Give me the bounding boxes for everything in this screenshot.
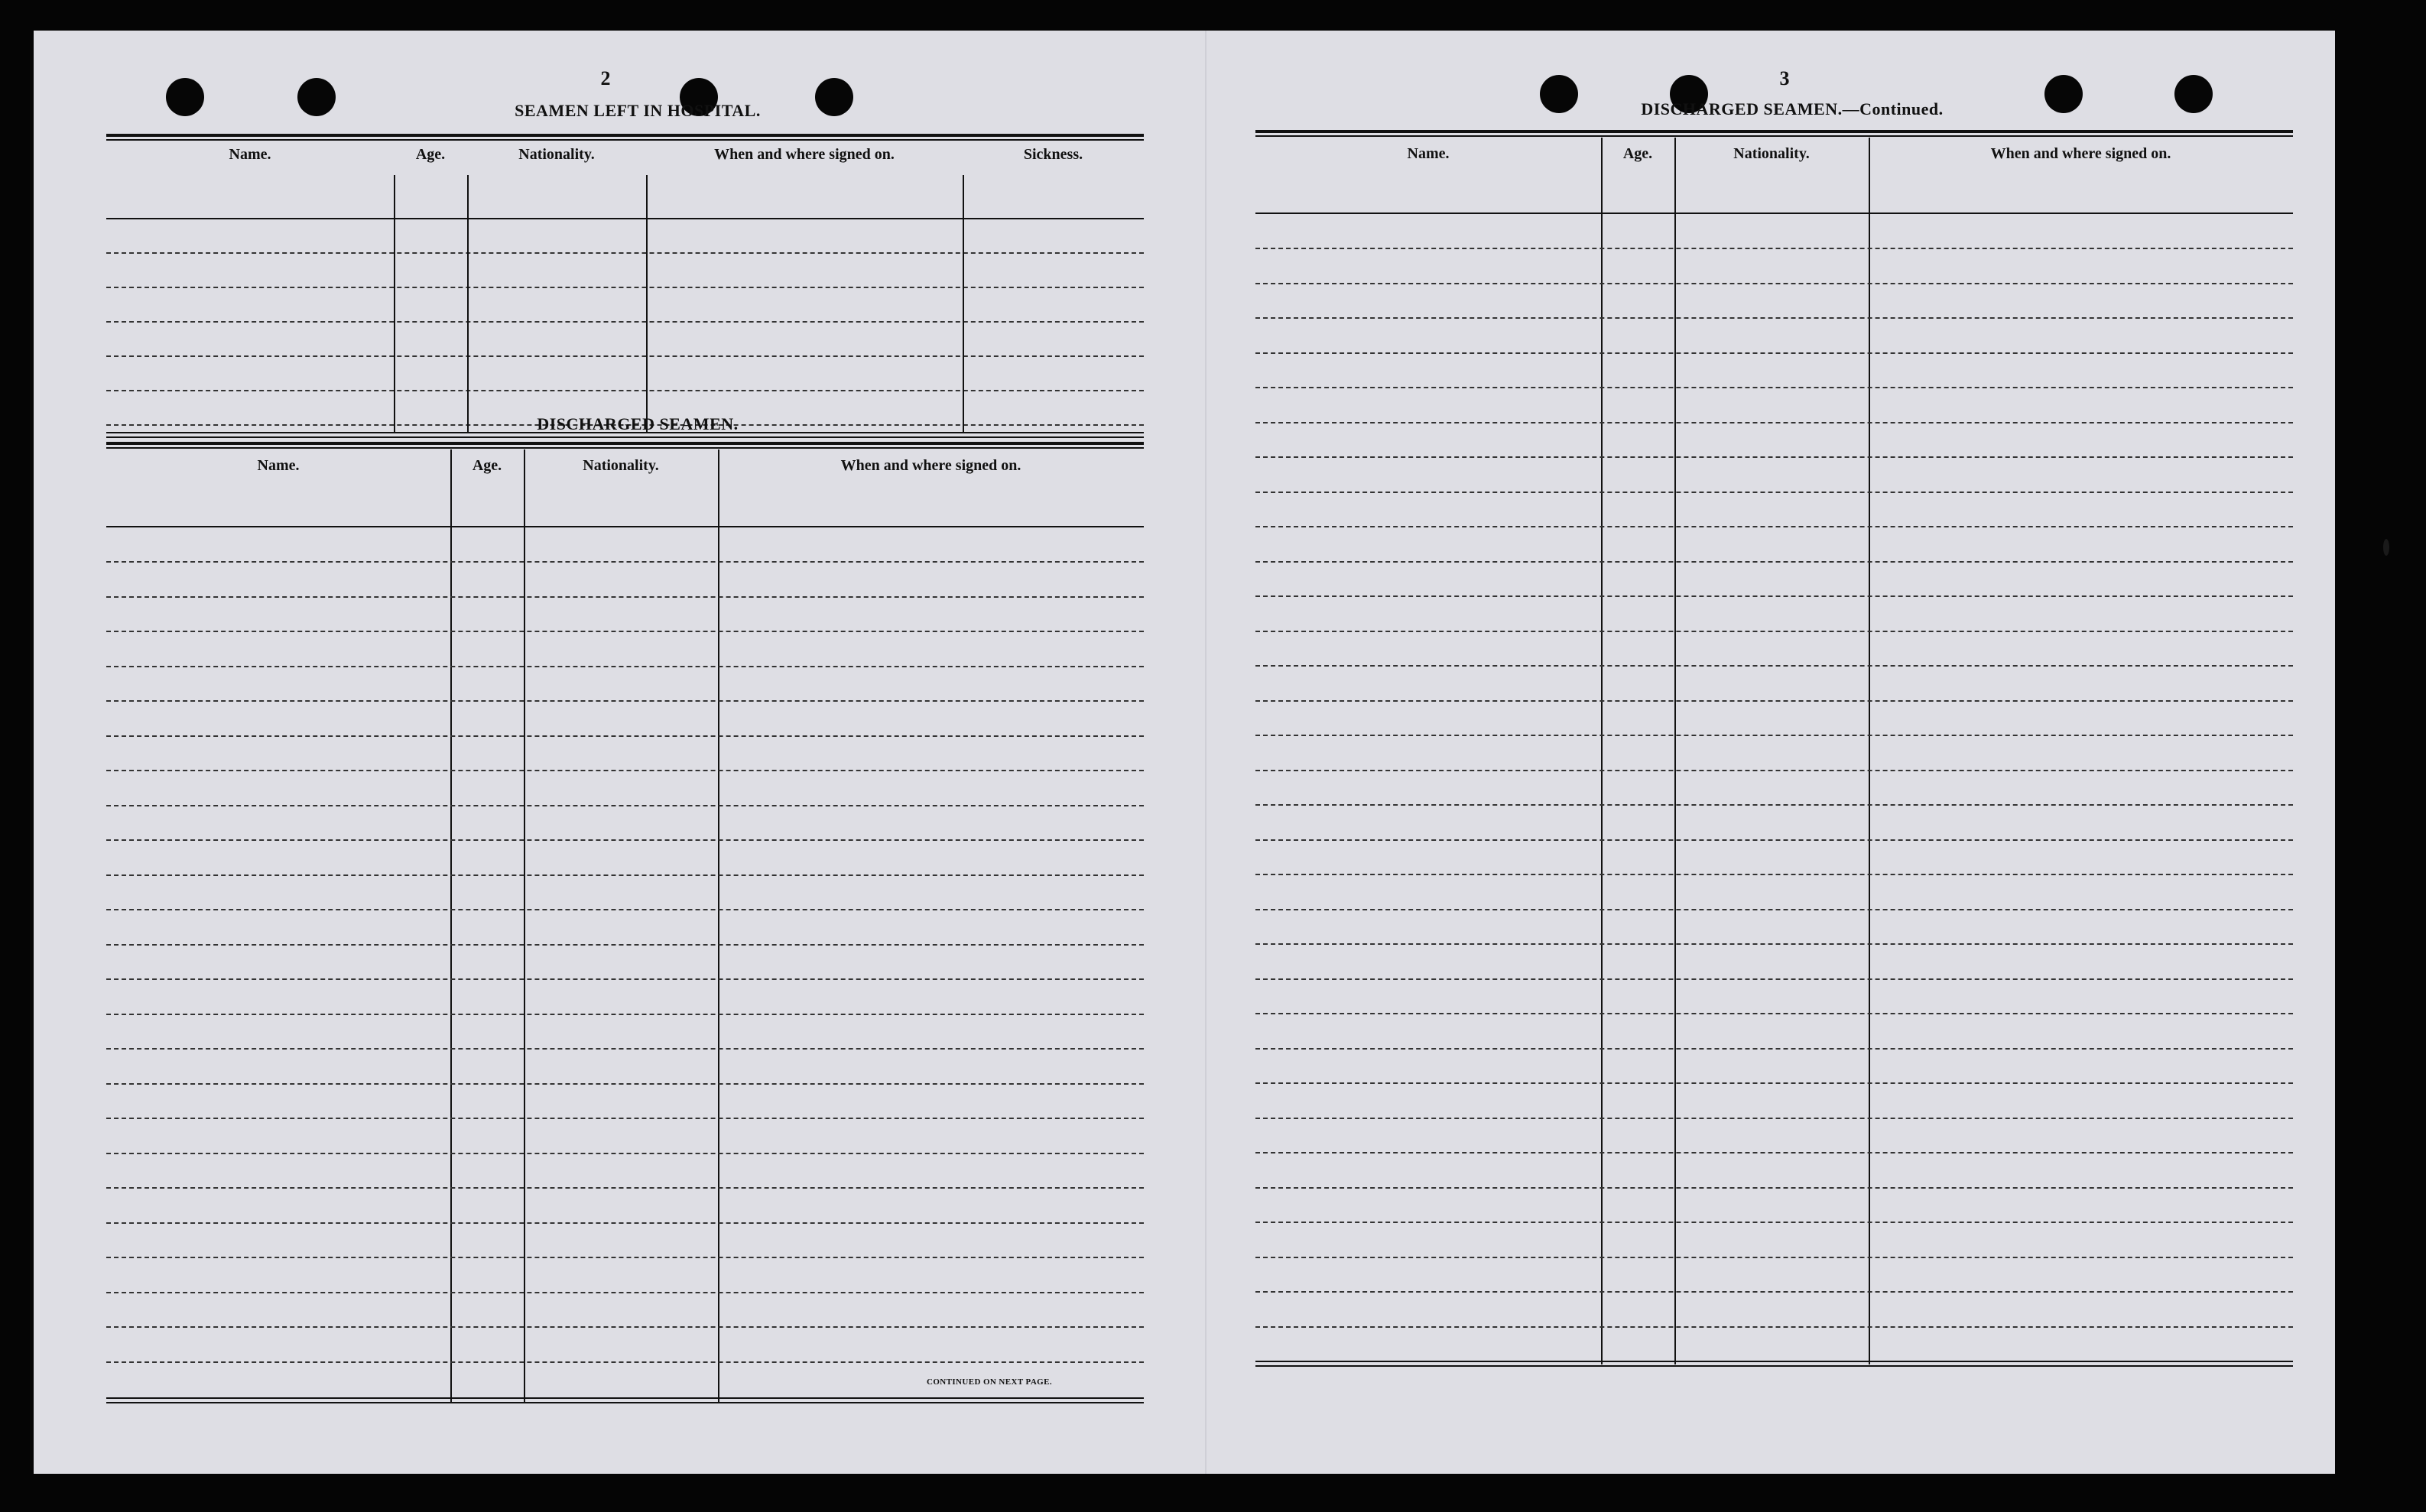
col-header-sickness: Sickness. [1023,146,1083,163]
table-top-rule [1255,130,2293,133]
entry-row-line [1255,1118,2293,1119]
punch-hole [166,78,204,116]
entry-row-line [1255,1291,2293,1293]
entry-row-line [106,287,1144,288]
entry-row-line [1255,1048,2293,1050]
entry-row-line [106,770,1144,771]
discharged-continued-title: DISCHARGED SEAMEN.—Continued. [1641,99,1944,118]
entry-row-line [106,1014,1144,1015]
entry-row-line [1255,909,2293,910]
col-header-signed-on: When and where signed on. [840,457,1021,474]
hospital-section-title: SEAMEN LEFT IN HOSPITAL. [515,101,761,120]
column-divider [718,449,719,1403]
entry-row-line [1255,561,2293,563]
page-fold [1205,31,1207,1474]
entry-row-line [106,805,1144,806]
entry-row-line [106,561,1144,563]
table-bottom-rule [1255,1361,2293,1362]
col-header-name: Name. [229,146,271,163]
table-bottom-rule [106,436,1144,438]
col-header-age: Age. [472,457,502,474]
entry-row-line [1255,770,2293,771]
table-top-rule [1255,135,2293,137]
entry-row-line [106,978,1144,980]
entry-row-line [106,1118,1144,1119]
entry-row-line [106,1083,1144,1085]
entry-row-line [106,1187,1144,1189]
col-header-nationality: Nationality. [1733,145,1810,162]
entry-row-line [106,1257,1144,1258]
entry-row-line [106,700,1144,702]
entry-row-line [1255,1013,2293,1014]
entry-row-line [106,1292,1144,1293]
entry-row-line [1255,1152,2293,1153]
entry-row-line [106,1153,1144,1154]
table-top-rule [106,139,1144,141]
entry-row-line [106,390,1144,391]
header-underline [106,526,1144,527]
continued-note: CONTINUED ON NEXT PAGE. [926,1377,1053,1387]
entry-row-line [1255,735,2293,736]
col-header-signed-on: When and where signed on. [1990,145,2171,162]
col-header-nationality: Nationality. [518,146,595,163]
entry-row-line [106,596,1144,598]
punch-hole [2044,75,2083,113]
entry-row-line [106,944,1144,946]
discharged-table [106,442,1144,1416]
page-number-left: 2 [600,67,611,89]
entry-row-line [1255,839,2293,841]
column-divider [524,449,525,1403]
column-divider [1601,138,1603,1364]
entry-row-line [1255,1082,2293,1084]
paper-mark [2383,539,2389,556]
entry-row-line [1255,352,2293,354]
col-header-signed-on: When and where signed on. [714,146,895,163]
entry-row-line [1255,1222,2293,1223]
entry-row-line [1255,1187,2293,1189]
column-divider [1869,138,1870,1364]
column-divider [963,175,964,432]
table-top-rule [106,134,1144,137]
col-header-name: Name. [257,457,300,474]
entry-row-line [1255,665,2293,667]
entry-row-line [106,874,1144,876]
entry-row-line [106,666,1144,667]
table-top-rule [106,442,1144,445]
table-bottom-rule [106,1397,1144,1399]
entry-row-line [106,1361,1144,1363]
header-underline [1255,213,2293,214]
entry-row-line [1255,595,2293,597]
entry-row-line [1255,1326,2293,1328]
table-top-rule [106,447,1144,449]
entry-row-line [1255,943,2293,945]
column-divider [1674,138,1676,1364]
entry-row-line [1255,978,2293,980]
entry-row-line [1255,422,2293,423]
page-number-right: 3 [1779,67,1790,89]
entry-row-line [1255,456,2293,458]
column-divider [394,175,395,432]
discharged-continued-table [1255,130,2293,1399]
table-bottom-rule [106,1402,1144,1403]
entry-row-line [106,631,1144,632]
entry-row-line [1255,874,2293,875]
entry-row-line [106,1222,1144,1224]
column-divider [467,175,469,432]
entry-row-line [1255,804,2293,806]
col-header-name: Name. [1407,145,1450,162]
hospital-table [106,134,1144,440]
col-header-nationality: Nationality. [583,457,659,474]
column-divider [646,175,648,432]
entry-row-line [1255,1257,2293,1258]
entry-row-line [106,321,1144,323]
entry-row-line [106,839,1144,841]
column-divider [450,449,452,1403]
entry-row-line [106,735,1144,737]
entry-row-line [1255,492,2293,493]
col-header-age: Age. [1622,145,1653,162]
header-underline [106,218,1144,219]
entry-row-line [106,355,1144,357]
entry-row-line [1255,700,2293,702]
entry-row-line [106,252,1144,254]
discharged-section-title: DISCHARGED SEAMEN. [537,414,739,433]
entry-row-line [106,1048,1144,1050]
entry-row-line [106,1326,1144,1328]
entry-row-line [1255,387,2293,388]
entry-row-line [1255,248,2293,249]
entry-row-line [1255,317,2293,319]
entry-row-line [106,909,1144,910]
manifest-sheet [34,31,2335,1474]
entry-row-line [1255,526,2293,527]
entry-row-line [1255,631,2293,632]
table-bottom-rule [1255,1365,2293,1367]
entry-row-line [1255,283,2293,284]
col-header-age: Age. [415,146,446,163]
punch-hole [2174,75,2213,113]
punch-hole [297,78,336,116]
